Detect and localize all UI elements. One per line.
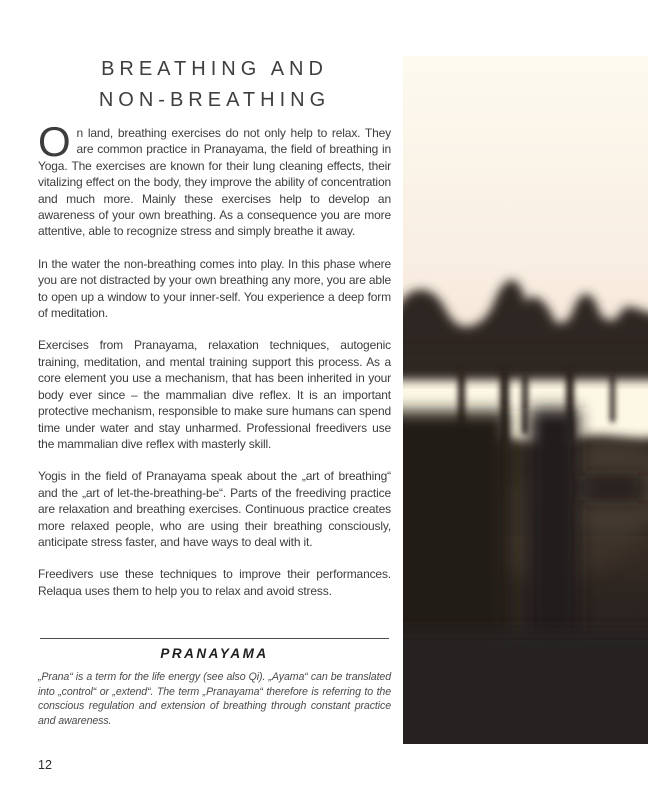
photo-bottom-vignette <box>403 631 648 744</box>
infobox-divider <box>40 638 389 639</box>
lead-paragraph-text: n land, breathing exercises do not only help to relax. They are common practice in Pranayama, the field of breathing in Yoga. The exercises are known for their lung cleaning effects, their vitalizing effect on the body, they improve the ability of concentration and much more. Mainly these exercises help to develop an awareness of your own breathing. As a consequence you are more attentive, able to recognize stress and simply breathe it away. <box>38 126 391 239</box>
infobox-heading: PRANAYAMA <box>160 646 269 661</box>
page-number: 12 <box>38 758 52 772</box>
paragraph-2: In the water the non-breathing comes into play. In this phase where you are not distracted by your own breathing any more, you are able to open up a window to your inner-self. You experience a deep form of meditation. <box>38 256 391 321</box>
paragraph-4: Yogis in the field of Pranayama speak about the „art of breathing“ and the „art of let-the-breathing-be“. Parts of the freediving practice are relaxation and breathing exercises. Continuous practice creates more relaxed people, who are using their breathing consciously, anticipate stress faster, and have ways to deal with it. <box>38 469 391 549</box>
page-title <box>38 54 391 116</box>
page-title-line1: BREATHING AND <box>101 58 328 80</box>
infobox-text: „Prana“ is a term for the life energy (see also Qi). „Ayama“ can be translated into „control“ or „extend“. The term „Pranayama“ therefore is referring to the conscious regulation and extension of breathing through constant practice and awareness. <box>38 671 391 727</box>
beach-sunset-photo <box>403 56 648 744</box>
article-column <box>38 54 391 615</box>
drop-cap: O <box>38 118 71 165</box>
pranayama-infobox <box>38 638 391 728</box>
paragraph-5: Freedivers use these techniques to improve their performances. Relaqua uses them to help you to relax and avoid stress. <box>38 567 391 598</box>
beach-sunset-photo-art <box>403 56 648 744</box>
page-title-line2: NON-BREATHING <box>98 89 331 111</box>
paragraph-3: Exercises from Pranayama, relaxation techniques, autogenic training, meditation, and mental training support this process. As a core element you use a mechanism, that has been inherited in your body ever since – the mammalian dive reflex. It is an important protective mechanism, responsible to make sure humans can spend time under water and stay unharmed. Professional freedivers use the mammalian dive reflex with masterly skill. <box>38 338 391 451</box>
lead-paragraph <box>38 118 391 240</box>
